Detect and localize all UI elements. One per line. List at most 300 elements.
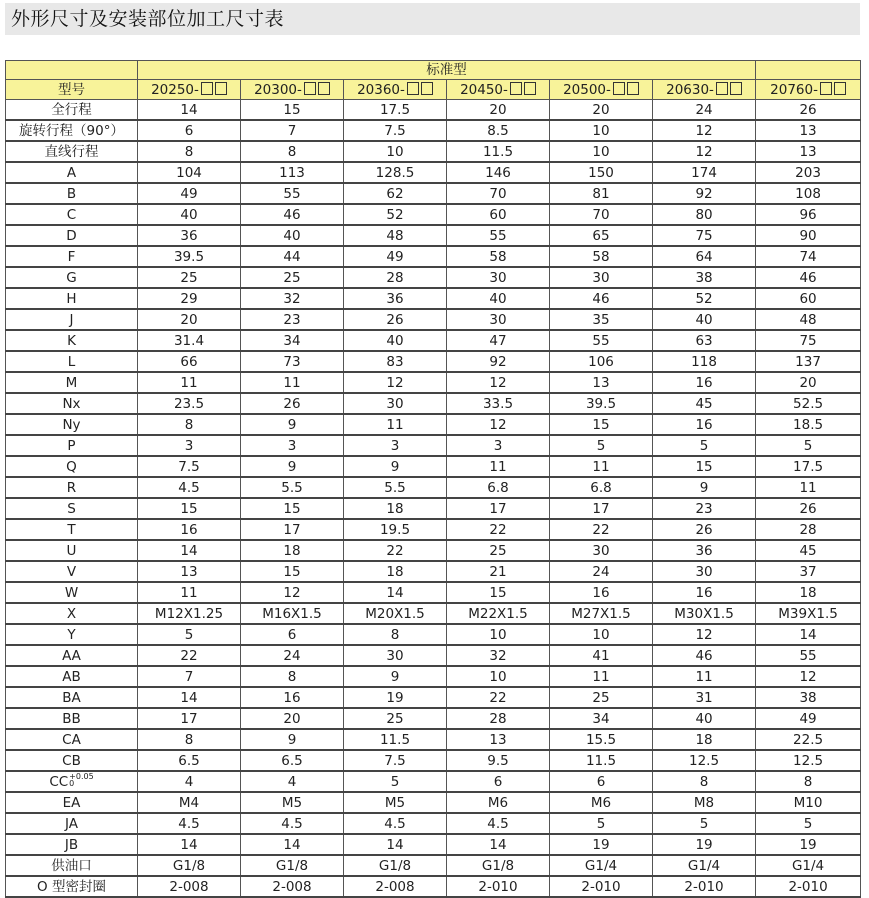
row-label: CB	[62, 752, 81, 769]
header-blank-cell	[756, 61, 861, 80]
table-row	[6, 477, 861, 498]
value-cell: 17	[241, 519, 344, 540]
table-row	[6, 456, 861, 477]
value-cell: 10	[447, 666, 550, 687]
value-cell: 26	[241, 393, 344, 414]
row-label-cell	[6, 666, 138, 687]
row-label: A	[66, 164, 77, 181]
row-label-cell	[6, 309, 138, 330]
row-label-cell	[6, 100, 138, 121]
row-label-cell	[6, 813, 138, 834]
value-cell: 23	[653, 498, 756, 519]
value-cell: 7	[241, 120, 344, 141]
table-row	[6, 771, 861, 792]
value-cell: 20	[550, 100, 653, 121]
table-row	[6, 687, 861, 708]
value-cell: 118	[653, 351, 756, 372]
value-cell: 9	[241, 729, 344, 750]
row-label: AA	[62, 647, 81, 664]
value-cell: 73	[241, 351, 344, 372]
model-code: 20360-	[357, 81, 405, 98]
value-cell: M16X1.5	[241, 603, 344, 624]
row-label-cell	[6, 708, 138, 729]
value-cell: 6.8	[447, 477, 550, 498]
value-cell: 24	[653, 100, 756, 121]
value-cell: 55	[241, 183, 344, 204]
value-cell: 9	[241, 456, 344, 477]
value-cell: 70	[447, 183, 550, 204]
placeholder-box-icon	[215, 82, 227, 95]
value-cell: 104	[138, 162, 241, 183]
value-cell: 15	[241, 561, 344, 582]
value-cell: 5	[756, 435, 861, 456]
table-row	[6, 792, 861, 813]
value-cell: 11	[756, 477, 861, 498]
value-cell: 22	[138, 645, 241, 666]
value-cell: 12.5	[653, 750, 756, 771]
value-cell: 16	[653, 372, 756, 393]
value-cell: 15	[138, 498, 241, 519]
row-label: H	[66, 290, 77, 307]
placeholder-box-icon	[304, 82, 316, 95]
value-cell: 40	[241, 225, 344, 246]
value-cell: 92	[447, 351, 550, 372]
value-cell: 6.5	[138, 750, 241, 771]
model-header-cell	[447, 80, 550, 100]
value-cell: 11	[138, 372, 241, 393]
value-cell: 3	[138, 435, 241, 456]
value-cell: 20	[241, 708, 344, 729]
page-title: 外形尺寸及安装部位加工尺寸表	[11, 8, 285, 30]
table-row	[6, 309, 861, 330]
table-row	[6, 603, 861, 624]
value-cell: M6	[447, 792, 550, 813]
value-cell: 2-010	[550, 876, 653, 897]
value-cell: 30	[550, 267, 653, 288]
row-label-cell	[6, 162, 138, 183]
table-row	[6, 729, 861, 750]
value-cell: 58	[447, 246, 550, 267]
value-cell: 8.5	[447, 120, 550, 141]
value-cell: M4	[138, 792, 241, 813]
value-cell: 81	[550, 183, 653, 204]
value-cell: 19.5	[344, 519, 447, 540]
table-row	[6, 141, 861, 162]
value-cell: 25	[138, 267, 241, 288]
value-cell: M30X1.5	[653, 603, 756, 624]
value-cell: 22	[550, 519, 653, 540]
row-label-cell	[6, 855, 138, 876]
value-cell: 30	[344, 645, 447, 666]
value-cell: 15	[447, 582, 550, 603]
placeholder-box-icon	[407, 82, 419, 95]
row-label: X	[66, 605, 77, 622]
table-row	[6, 120, 861, 141]
value-cell: 7.5	[344, 120, 447, 141]
model-header-cell	[344, 80, 447, 100]
value-cell: 19	[550, 834, 653, 855]
value-cell: 40	[653, 309, 756, 330]
row-label: BA	[62, 689, 81, 706]
row-label-cell	[6, 750, 138, 771]
row-label: K	[67, 332, 76, 349]
value-cell: 12	[344, 372, 447, 393]
table-row	[6, 645, 861, 666]
table-row	[6, 162, 861, 183]
value-cell: 31.4	[138, 330, 241, 351]
value-cell: 18	[344, 561, 447, 582]
row-label: F	[67, 248, 76, 265]
value-cell: 20	[447, 100, 550, 121]
value-cell: 22.5	[756, 729, 861, 750]
value-cell: M27X1.5	[550, 603, 653, 624]
value-cell: 80	[653, 204, 756, 225]
row-label-cell	[6, 204, 138, 225]
value-cell: 92	[653, 183, 756, 204]
row-label: D	[66, 227, 77, 244]
table-row	[6, 813, 861, 834]
placeholder-box-icon	[421, 82, 433, 95]
value-cell: 17	[138, 708, 241, 729]
group-label-cell: 标准型	[138, 61, 756, 80]
value-cell: 52.5	[756, 393, 861, 414]
placeholder-box-icon	[716, 82, 728, 95]
value-cell: 6	[550, 771, 653, 792]
row-label-cell	[6, 561, 138, 582]
placeholder-box-icon	[524, 82, 536, 95]
row-label: AB	[62, 668, 81, 685]
value-cell: 8	[241, 666, 344, 687]
value-cell: 11	[344, 414, 447, 435]
value-cell: 20	[756, 372, 861, 393]
row-label: CA	[62, 731, 81, 748]
table-row	[6, 750, 861, 771]
row-label: T	[67, 521, 76, 538]
value-cell: 90	[756, 225, 861, 246]
value-cell: 16	[550, 582, 653, 603]
table-row	[6, 183, 861, 204]
value-cell: 5	[653, 813, 756, 834]
placeholder-box-icon	[201, 82, 213, 95]
value-cell: 62	[344, 183, 447, 204]
value-cell: 40	[138, 204, 241, 225]
row-label: 全行程	[51, 101, 92, 118]
row-label: JB	[64, 836, 79, 853]
row-label-cell	[6, 477, 138, 498]
value-cell: 38	[756, 687, 861, 708]
value-cell: 83	[344, 351, 447, 372]
value-cell: G1/8	[138, 855, 241, 876]
value-cell: 3	[447, 435, 550, 456]
value-cell: 18	[344, 498, 447, 519]
value-cell: 30	[447, 309, 550, 330]
value-cell: 4.5	[344, 813, 447, 834]
value-cell: 15	[241, 100, 344, 121]
value-cell: 8	[138, 414, 241, 435]
placeholder-box-icon	[613, 82, 625, 95]
value-cell: G1/8	[447, 855, 550, 876]
value-cell: 36	[653, 540, 756, 561]
value-cell: 12	[447, 414, 550, 435]
value-cell: 8	[138, 729, 241, 750]
value-cell: 10	[344, 141, 447, 162]
value-cell: 25	[447, 540, 550, 561]
value-cell: 174	[653, 162, 756, 183]
value-cell: 2-008	[241, 876, 344, 897]
row-label-cell	[6, 414, 138, 435]
value-cell: 36	[138, 225, 241, 246]
value-cell: 128.5	[344, 162, 447, 183]
row-label-cell	[6, 267, 138, 288]
value-cell: 5	[344, 771, 447, 792]
value-cell: 36	[344, 288, 447, 309]
value-cell: 34	[550, 708, 653, 729]
value-cell: 17	[550, 498, 653, 519]
value-cell: 9	[653, 477, 756, 498]
row-label: U	[66, 542, 77, 559]
value-cell: 32	[447, 645, 550, 666]
value-cell: 33.5	[447, 393, 550, 414]
value-cell: 23.5	[138, 393, 241, 414]
value-cell: 47	[447, 330, 550, 351]
value-cell: 9	[241, 414, 344, 435]
value-cell: 18.5	[756, 414, 861, 435]
row-label-cell	[6, 582, 138, 603]
value-cell: 12	[653, 141, 756, 162]
value-cell: 55	[447, 225, 550, 246]
value-cell: 49	[138, 183, 241, 204]
value-cell: 15	[241, 498, 344, 519]
value-cell: 37	[756, 561, 861, 582]
table-row	[6, 246, 861, 267]
row-label-cell	[6, 834, 138, 855]
value-cell: 10	[447, 624, 550, 645]
value-cell: 11	[550, 456, 653, 477]
value-cell: 13	[756, 120, 861, 141]
row-label-cell	[6, 771, 138, 792]
value-cell: M5	[241, 792, 344, 813]
value-cell: 2-008	[138, 876, 241, 897]
row-label-cell	[6, 792, 138, 813]
value-cell: M8	[653, 792, 756, 813]
value-cell: 10	[550, 120, 653, 141]
value-cell: 23	[241, 309, 344, 330]
value-cell: 13	[550, 372, 653, 393]
value-cell: 14	[138, 540, 241, 561]
value-cell: 8	[241, 141, 344, 162]
row-label: R	[66, 479, 77, 496]
table-row	[6, 540, 861, 561]
value-cell: 11	[550, 666, 653, 687]
value-cell: 5	[138, 624, 241, 645]
value-cell: 12	[241, 582, 344, 603]
value-cell: 22	[447, 687, 550, 708]
value-cell: 8	[344, 624, 447, 645]
value-cell: G1/4	[756, 855, 861, 876]
value-cell: 113	[241, 162, 344, 183]
row-label: BB	[62, 710, 81, 727]
value-cell: 14	[138, 687, 241, 708]
placeholder-box-icon	[834, 82, 846, 95]
value-cell: 26	[653, 519, 756, 540]
value-cell: 5	[550, 435, 653, 456]
value-cell: 15.5	[550, 729, 653, 750]
table-row	[6, 435, 861, 456]
row-label-cell	[6, 876, 138, 897]
value-cell: 60	[447, 204, 550, 225]
model-code: 20300-	[254, 81, 302, 98]
value-cell: 45	[756, 540, 861, 561]
value-cell: 11.5	[550, 750, 653, 771]
value-cell: 19	[653, 834, 756, 855]
value-cell: 11	[447, 456, 550, 477]
table-row	[6, 393, 861, 414]
value-cell: 96	[756, 204, 861, 225]
value-cell: 7.5	[138, 456, 241, 477]
value-cell: 9	[344, 456, 447, 477]
row-label-cell	[6, 519, 138, 540]
value-cell: 29	[138, 288, 241, 309]
row-label-cell	[6, 141, 138, 162]
row-label-cell	[6, 225, 138, 246]
value-cell: 14	[756, 624, 861, 645]
value-cell: 16	[241, 687, 344, 708]
value-cell: 9	[344, 666, 447, 687]
header-corner-cell	[6, 61, 138, 80]
value-cell: 13	[756, 141, 861, 162]
row-label-cell	[6, 729, 138, 750]
value-cell: 3	[241, 435, 344, 456]
value-cell: 21	[447, 561, 550, 582]
value-cell: 48	[756, 309, 861, 330]
value-cell: 12	[447, 372, 550, 393]
value-cell: 15	[550, 414, 653, 435]
value-cell: 40	[344, 330, 447, 351]
table-row	[6, 498, 861, 519]
value-cell: 2-010	[756, 876, 861, 897]
value-cell: G1/8	[241, 855, 344, 876]
header-row-group	[6, 61, 861, 80]
value-cell: 39.5	[550, 393, 653, 414]
row-label-cell	[6, 120, 138, 141]
row-label-cell	[6, 288, 138, 309]
row-label-cell	[6, 498, 138, 519]
value-cell: 18	[241, 540, 344, 561]
value-cell: 12	[653, 120, 756, 141]
value-cell: 14	[344, 834, 447, 855]
model-header-cell	[550, 80, 653, 100]
table-row	[6, 519, 861, 540]
row-label: L	[67, 353, 76, 370]
row-label: J	[69, 311, 74, 328]
value-cell: 6.8	[550, 477, 653, 498]
value-cell: 63	[653, 330, 756, 351]
value-cell: 7	[138, 666, 241, 687]
value-cell: 146	[447, 162, 550, 183]
table-row	[6, 225, 861, 246]
value-cell: 2-010	[447, 876, 550, 897]
value-cell: 64	[653, 246, 756, 267]
value-cell: 5	[756, 813, 861, 834]
value-cell: 8	[138, 141, 241, 162]
row-label: JA	[65, 815, 78, 832]
table-row	[6, 100, 861, 121]
header-row-models	[6, 80, 861, 100]
value-cell: M12X1.25	[138, 603, 241, 624]
row-label: O 型密封圈	[37, 878, 106, 895]
model-header-cell	[756, 80, 861, 100]
value-cell: 7.5	[344, 750, 447, 771]
value-cell: 5	[550, 813, 653, 834]
value-cell: 17.5	[756, 456, 861, 477]
value-cell: 3	[344, 435, 447, 456]
row-label: 供油口	[51, 857, 92, 874]
value-cell: 8	[653, 771, 756, 792]
value-cell: 40	[447, 288, 550, 309]
dimension-table	[5, 60, 861, 898]
value-cell: 46	[241, 204, 344, 225]
row-label: B	[66, 185, 77, 202]
value-cell: 8	[756, 771, 861, 792]
value-cell: 5.5	[344, 477, 447, 498]
value-cell: 4.5	[138, 813, 241, 834]
row-label: G	[66, 269, 77, 286]
value-cell: 26	[756, 100, 861, 121]
row-label: 旋转行程（90°）	[19, 122, 124, 139]
table-row	[6, 372, 861, 393]
value-cell: 16	[653, 582, 756, 603]
table-row	[6, 561, 861, 582]
value-cell: 46	[550, 288, 653, 309]
value-cell: 10	[550, 624, 653, 645]
model-code: 20500-	[563, 81, 611, 98]
table-row	[6, 582, 861, 603]
row-label: CC	[49, 773, 69, 790]
value-cell: 11	[241, 372, 344, 393]
row-label-cell	[6, 603, 138, 624]
model-code: 20450-	[460, 81, 508, 98]
value-cell: 11	[138, 582, 241, 603]
value-cell: 4	[241, 771, 344, 792]
value-cell: 45	[653, 393, 756, 414]
value-cell: 46	[653, 645, 756, 666]
row-label-cell	[6, 645, 138, 666]
value-cell: 66	[138, 351, 241, 372]
value-cell: 26	[344, 309, 447, 330]
row-label-cell	[6, 393, 138, 414]
placeholder-box-icon	[627, 82, 639, 95]
value-cell: 12	[756, 666, 861, 687]
tolerance-lower: 0	[69, 778, 75, 788]
value-cell: 150	[550, 162, 653, 183]
tolerance-upper: +0.05	[69, 771, 94, 781]
value-cell: 35	[550, 309, 653, 330]
row-label-cell	[6, 435, 138, 456]
value-cell: 6.5	[241, 750, 344, 771]
value-cell: 18	[756, 582, 861, 603]
table-row	[6, 414, 861, 435]
value-cell: 30	[653, 561, 756, 582]
table-row	[6, 351, 861, 372]
value-cell: 30	[447, 267, 550, 288]
value-cell: 25	[241, 267, 344, 288]
model-header-cell	[241, 80, 344, 100]
value-cell: 16	[653, 414, 756, 435]
value-cell: 106	[550, 351, 653, 372]
placeholder-box-icon	[318, 82, 330, 95]
value-cell: 18	[653, 729, 756, 750]
value-cell: 40	[653, 708, 756, 729]
